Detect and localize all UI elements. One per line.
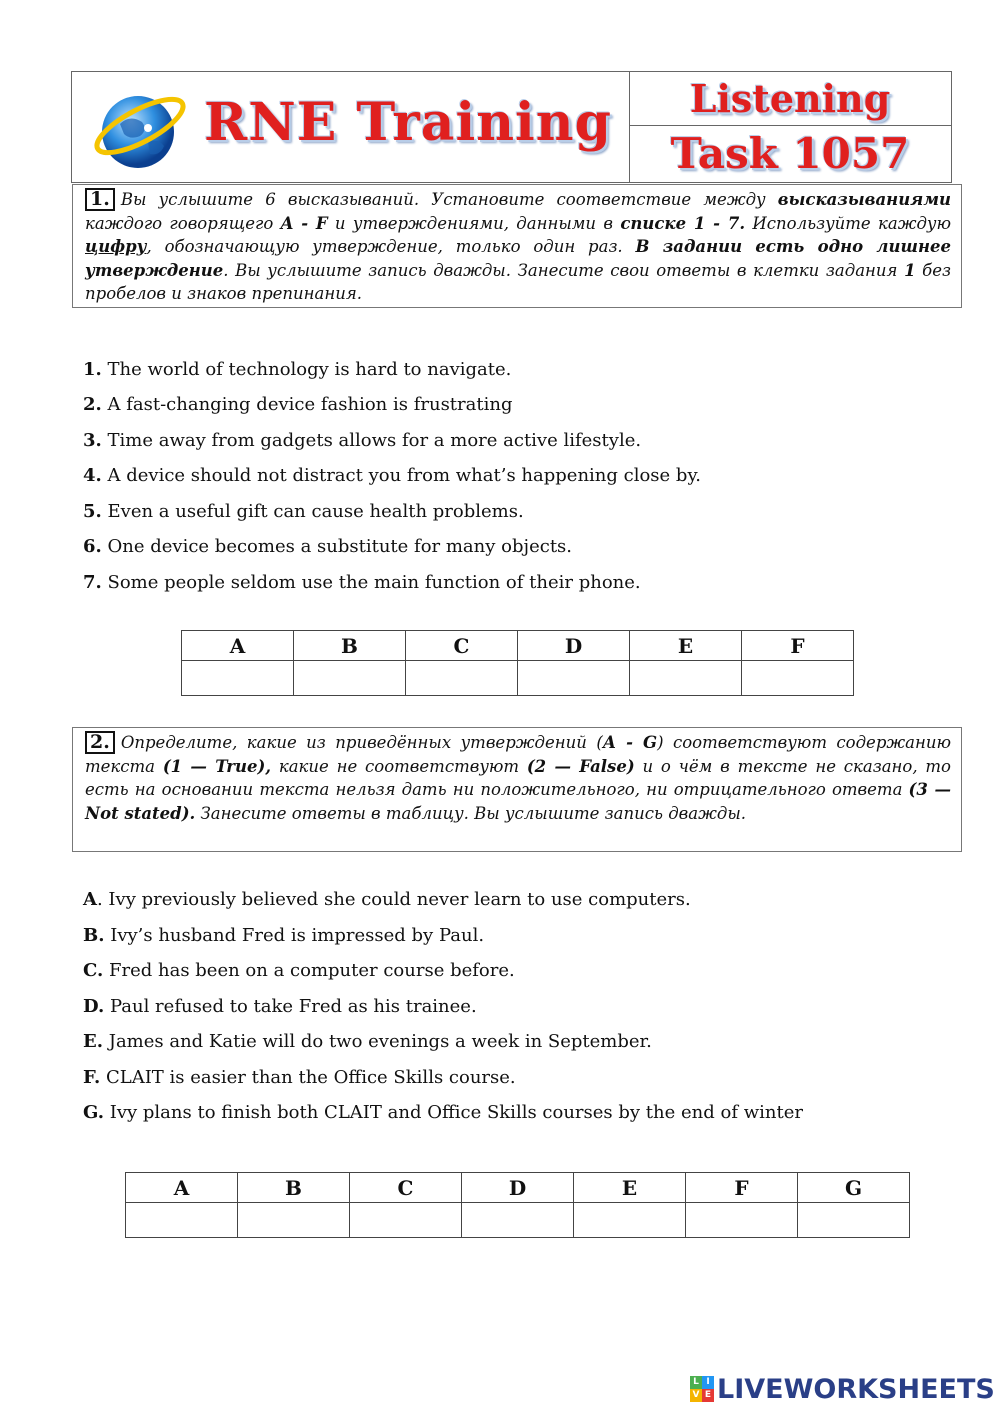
task-title: Task 1057 [670, 129, 910, 178]
table-header: G [798, 1173, 910, 1203]
table-header: D [462, 1173, 574, 1203]
table-header: B [294, 631, 406, 661]
statement-item: 4. A device should not distract you from what’s happening close by. [83, 465, 701, 486]
instr-text: Используйте каждую [745, 213, 952, 233]
instr-bold: высказываниями [777, 190, 951, 209]
answer-cell[interactable] [742, 661, 854, 696]
task2-number: 2. [85, 731, 115, 754]
instr-underline: цифру [85, 237, 147, 256]
globe-logo-icon [90, 84, 190, 174]
statement-item: A. Ivy previously believed she could never learn to use computers. [83, 889, 691, 910]
answer-cell[interactable] [350, 1203, 462, 1238]
statement-item: B. Ivy’s husband Fred is impressed by Paul. [83, 925, 485, 946]
answer-cell[interactable] [294, 661, 406, 696]
instr-text: Занесите ответы в таблицу. Вы услышите запись дважды. [195, 803, 747, 823]
table-header: C [406, 631, 518, 661]
answer-cell[interactable] [798, 1203, 910, 1238]
table-header: E [630, 631, 742, 661]
instr-text: какие не соответствуют [271, 756, 527, 776]
statement-item: C. Fred has been on a computer course before. [83, 960, 515, 981]
instr-bold: (2 — False) [526, 756, 635, 776]
liveworksheets-brand[interactable] [690, 1372, 995, 1406]
instr-bold: В задании есть одно лишнее утверждение [85, 237, 951, 280]
statement-item: 1. The world of technology is hard to navigate. [83, 359, 512, 380]
instr-bold: списке 1 - 7. [620, 213, 746, 233]
liveworksheets-logo-icon: L I V E [690, 1376, 714, 1402]
instr-text: ) соответствуют содержанию текста [85, 733, 951, 776]
instr-bold: (3 — Not stated). [85, 780, 951, 823]
instr-text: без пробелов и знаков препинания. [85, 260, 951, 303]
answer-cell[interactable] [126, 1203, 238, 1238]
logo-cell [72, 72, 630, 182]
instr-bold: А - G [602, 733, 658, 752]
instr-text: каждого говорящего [85, 213, 281, 233]
instr-bold: (1 — True), [162, 756, 272, 776]
table-header: A [126, 1173, 238, 1203]
instr-text: Вы услышите 6 высказываний. Установите соответствие между [120, 190, 778, 209]
statement-item: 7. Some people seldom use the main function of their phone. [83, 572, 641, 593]
instr-text: , обозначающую утверждение, только один раз. [146, 237, 636, 256]
table-header: F [686, 1173, 798, 1203]
statement-item: 6. One device becomes a substitute for many objects. [83, 536, 573, 557]
table-header: B [238, 1173, 350, 1203]
section-title: Listening [689, 76, 891, 121]
instr-bold: 1 [904, 260, 916, 280]
answer-cell[interactable] [686, 1203, 798, 1238]
statement-item: 3. Time away from gadgets allows for a more active lifestyle. [83, 430, 642, 451]
statement-item: D. Paul refused to take Fred as his trainee. [83, 996, 477, 1017]
header-banner [71, 71, 952, 183]
table-header: E [574, 1173, 686, 1203]
answer-cell[interactable] [574, 1203, 686, 1238]
task1-answer-table [181, 630, 854, 696]
statement-item: G. Ivy plans to finish both CLAIT and Office Skills courses by the end of winter [83, 1102, 803, 1123]
statement-item: E. James and Katie will do two evenings a week in September. [83, 1031, 652, 1052]
instr-text: . Вы услышите запись дважды. Занесите свои ответы в клетки задания [223, 260, 905, 280]
table-header: A [182, 631, 294, 661]
instr-text: и утверждениями, данными в [327, 213, 621, 233]
task-cell [629, 125, 951, 182]
section-cell [629, 72, 951, 126]
brand-title: RNE Training [204, 92, 612, 153]
instr-text: Определите, какие из приведённых утверждений ( [120, 733, 603, 752]
answer-cell[interactable] [630, 661, 742, 696]
answer-cell[interactable] [182, 661, 294, 696]
table-header: D [518, 631, 630, 661]
instr-text: и о чём в тексте не сказано, то есть на основании текста нельзя дать ни положительного, ни отрицательного ответа [85, 756, 951, 799]
answer-cell[interactable] [518, 661, 630, 696]
statement-item: 5. Even a useful gift can cause health problems. [83, 501, 524, 522]
table-header: F [742, 631, 854, 661]
answer-cell[interactable] [238, 1203, 350, 1238]
statement-item: F. CLAIT is easier than the Office Skills course. [83, 1067, 516, 1088]
statement-item: 2. A fast-changing device fashion is frustrating [83, 394, 513, 415]
table-header: C [350, 1173, 462, 1203]
task1-number: 1. [85, 188, 115, 211]
task2-answer-table [125, 1172, 910, 1238]
instr-bold: A - F [280, 213, 328, 233]
task1-instructions [72, 184, 962, 308]
answer-cell[interactable] [406, 661, 518, 696]
task2-instructions [72, 727, 962, 852]
liveworksheets-text: LIVEWORKSHEETS [717, 1373, 995, 1405]
answer-cell[interactable] [462, 1203, 574, 1238]
